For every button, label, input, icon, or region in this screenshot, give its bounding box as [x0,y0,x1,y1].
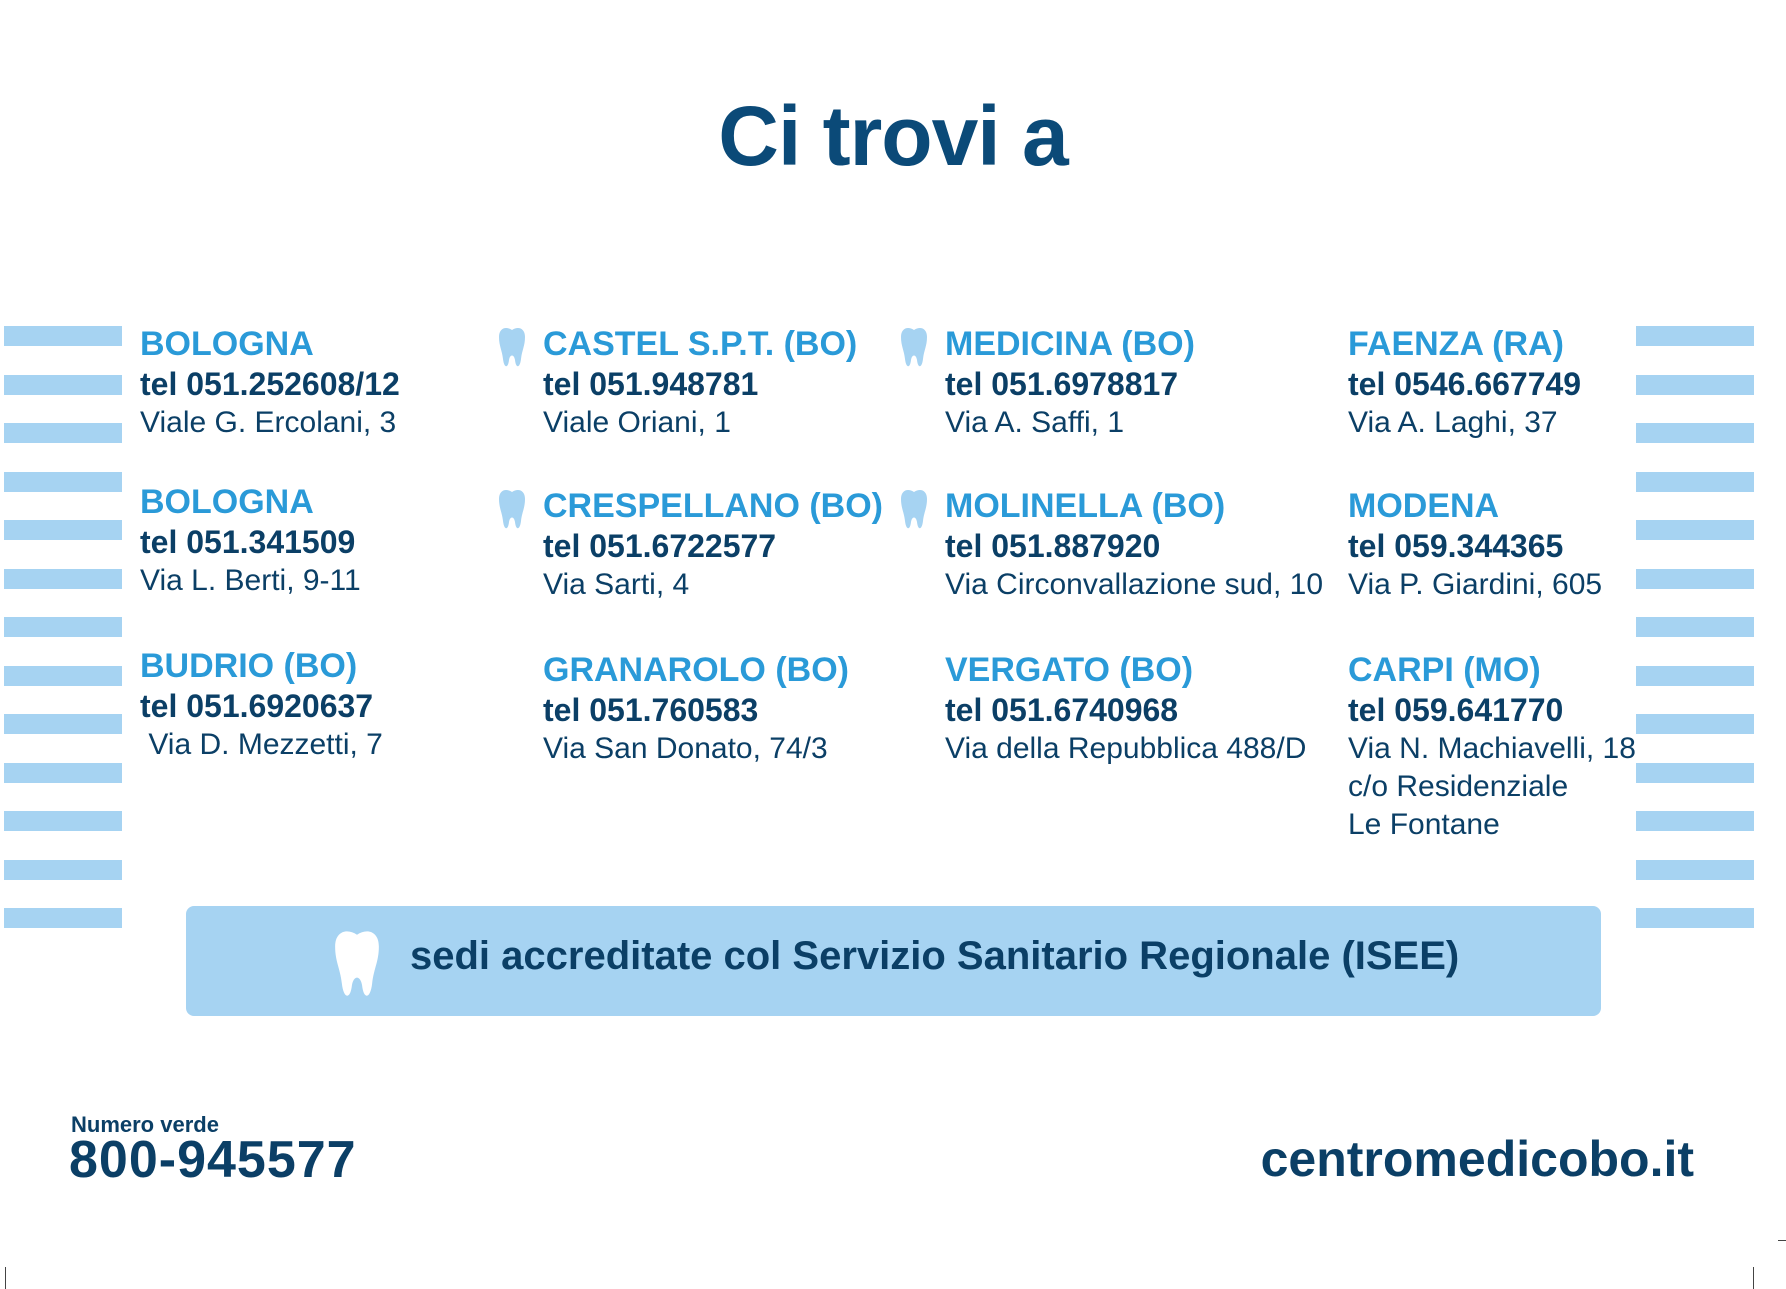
location-address: Via D. Mezzetti, 7 [140,728,383,761]
location-city: CASTEL S.P.T. (BO) [543,325,858,363]
location-phone[interactable]: tel 051.252608/12 [140,366,400,402]
crop-mark [1778,1240,1786,1241]
location-phone[interactable]: tel 051.341509 [140,524,356,560]
numero-verde-label: Numero verde [71,1112,219,1137]
location-address: Via A. Laghi, 37 [1348,406,1558,439]
location-phone[interactable]: tel 051.887920 [945,528,1161,564]
location-city: MOLINELLA (BO) [945,487,1226,525]
location-phone[interactable]: tel 059.641770 [1348,692,1564,728]
location-address: Via A. Saffi, 1 [945,406,1125,439]
tooth-icon [899,488,929,532]
location-entry [140,482,540,600]
stripe [4,811,122,831]
stripe [4,423,122,443]
stripe [4,472,122,492]
location-city: GRANAROLO (BO) [543,651,849,689]
location-address: Viale G. Ercolani, 3 [140,406,397,439]
location-phone[interactable]: tel 051.760583 [543,692,759,728]
location-phone[interactable]: tel 051.6920637 [140,688,374,724]
location-phone[interactable]: tel 051.6722577 [543,528,777,564]
tooth-icon [497,488,527,532]
location-entry [1348,650,1748,844]
accredited-banner [186,906,1601,1016]
location-entry [543,486,943,604]
stripe [1636,617,1754,637]
location-phone[interactable]: tel 051.948781 [543,366,759,402]
location-city: BUDRIO (BO) [140,647,358,685]
stripe [4,714,122,734]
location-city: MEDICINA (BO) [945,325,1195,363]
location-address: Via L. Berti, 9-11 [140,564,361,597]
location-phone[interactable]: tel 051.6740968 [945,692,1179,728]
stripe [4,617,122,637]
crop-mark [5,1267,6,1289]
stripe [4,520,122,540]
stripe [4,375,122,395]
stripe [4,908,122,928]
crop-mark [1753,1267,1754,1289]
page-title: Ci trovi a [718,89,1068,183]
location-address: Via N. Machiavelli, 18 [1348,732,1636,765]
stripe [1636,908,1754,928]
location-city: VERGATO (BO) [945,651,1194,689]
location-address: Le Fontane [1348,808,1500,841]
stripe [4,326,122,346]
stripe [4,569,122,589]
location-city: CRESPELLANO (BO) [543,487,883,525]
stripe [1636,860,1754,880]
stripe [4,763,122,783]
tooth-icon [328,928,386,1002]
location-entry [1348,486,1748,604]
location-entry [945,650,1345,768]
location-phone[interactable]: tel 051.6978817 [945,366,1179,402]
location-entry [543,650,943,768]
stripe [4,860,122,880]
website-link[interactable]: centromedicobo.it [1260,1131,1694,1187]
numero-verde-number[interactable]: 800-945577 [69,1131,357,1189]
location-entry [945,486,1345,604]
location-entry [1348,324,1748,442]
stripe [4,666,122,686]
location-address: Via Sarti, 4 [543,568,690,601]
location-address: Via P. Giardini, 605 [1348,568,1603,601]
location-city: MODENA [1348,487,1500,525]
location-address: Via San Donato, 74/3 [543,732,828,765]
location-address: Via della Repubblica 488/D [945,732,1307,765]
location-entry [543,324,943,442]
location-entry [140,646,540,764]
location-phone[interactable]: tel 0546.667749 [1348,366,1582,402]
location-entry [140,324,540,442]
banner-text: sedi accreditate col Servizio Sanitario Regionale (ISEE) [410,934,1460,978]
tooth-icon [497,326,527,370]
location-city: CARPI (MO) [1348,651,1541,689]
location-city: BOLOGNA [140,483,314,521]
tooth-icon [899,326,929,370]
location-address: Viale Oriani, 1 [543,406,731,439]
location-city: FAENZA (RA) [1348,325,1564,363]
location-entry [945,324,1345,442]
location-address: Via Circonvallazione sud, 10 [945,568,1324,601]
location-phone[interactable]: tel 059.344365 [1348,528,1564,564]
location-address: c/o Residenziale [1348,770,1569,803]
location-city: BOLOGNA [140,325,314,363]
